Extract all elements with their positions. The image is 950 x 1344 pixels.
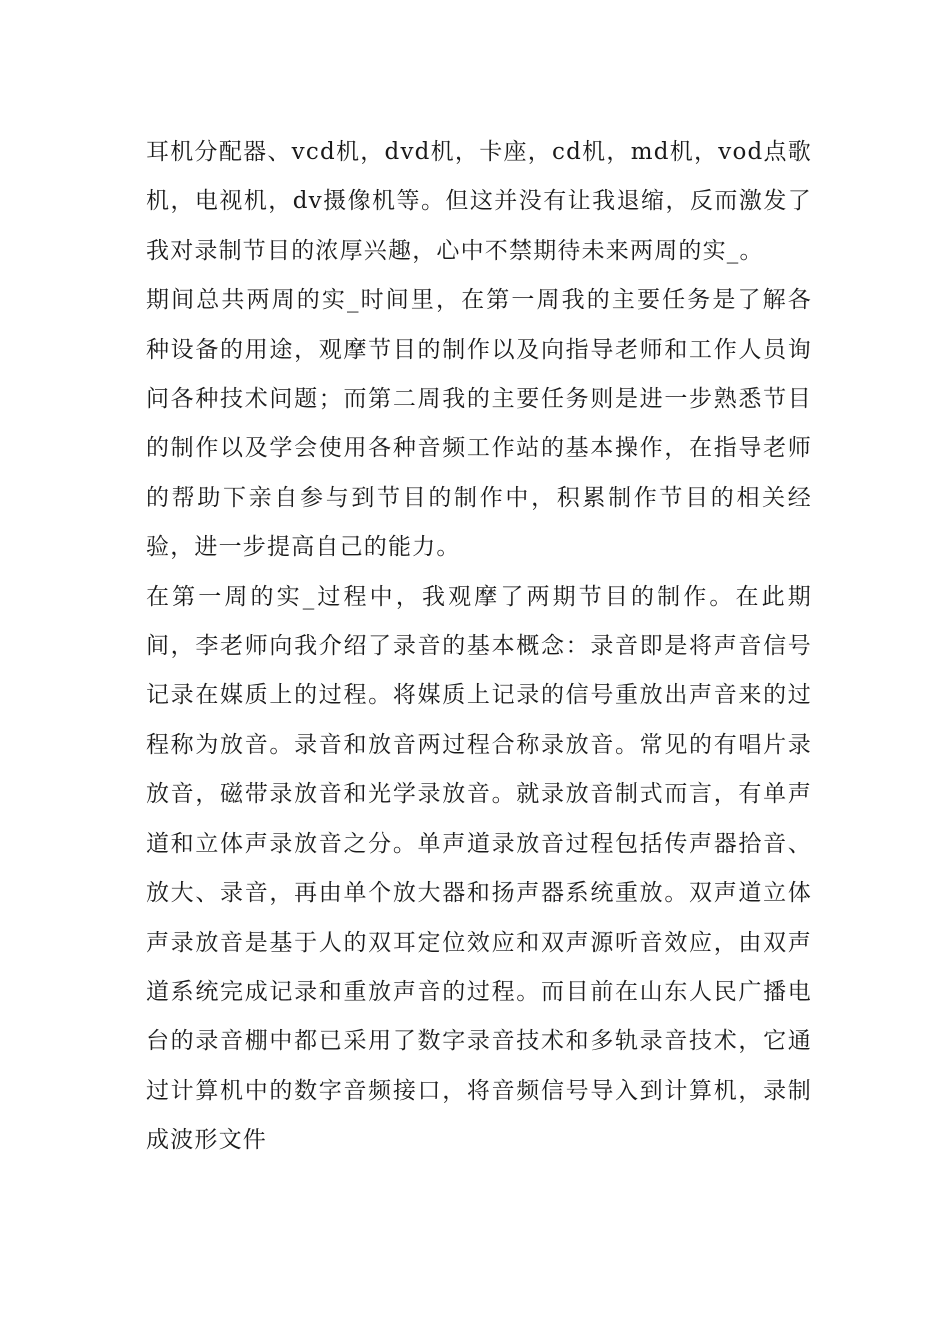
paragraph-3: 在第一周的实_过程中，我观摩了两期节目的制作。在此期间，李老师向我介绍了录音的基本概念：录音即是将声音信号记录在媒质上的过程。将媒质上记录的信号重放出声音来的过程称为放音。录音和放音两过程合称录放音。常见的有唱片录放音，磁带录放音和光学录放音。就录放音制式而言，有单声道和立体声录放音之分。单声道录放音过程包括传声器拾音、放大、录音，再由单个放大器和扬声器系统重放。双声道立体声录放音是基于人的双耳定位效应和双声源听音效应，由双声道系统完成记录和重放声音的过程。而目前在山东人民广播电台的录音棚中都已采用了数字录音技术和多轨录音技术，它通过计算机中的数字音频接口，将音频信号导入到计算机，录制成波形文件 [146, 583, 812, 1154]
document-body [146, 128, 812, 1166]
paragraph-2: 期间总共两周的实_时间里，在第一周我的主要任务是了解各种设备的用途，观摩节目的制作以及向指导老师和工作人员询问各种技术问题；而第二周我的主要任务则是进一步熟悉节目的制作以及学会使用各种音频工作站的基本操作，在指导老师的帮助下亲自参与到节目的制作中，积累制作节目的相关经验，进一步提高自己的能力。 [146, 287, 812, 561]
paragraph-1: 耳机分配器、vcd机，dvd机，卡座，cd机，md机，vod点歌机，电视机，dv摄像机等。但这并没有让我退缩，反而激发了我对录制节目的浓厚兴趣，心中不禁期待未来两周的实_。 [146, 139, 812, 264]
